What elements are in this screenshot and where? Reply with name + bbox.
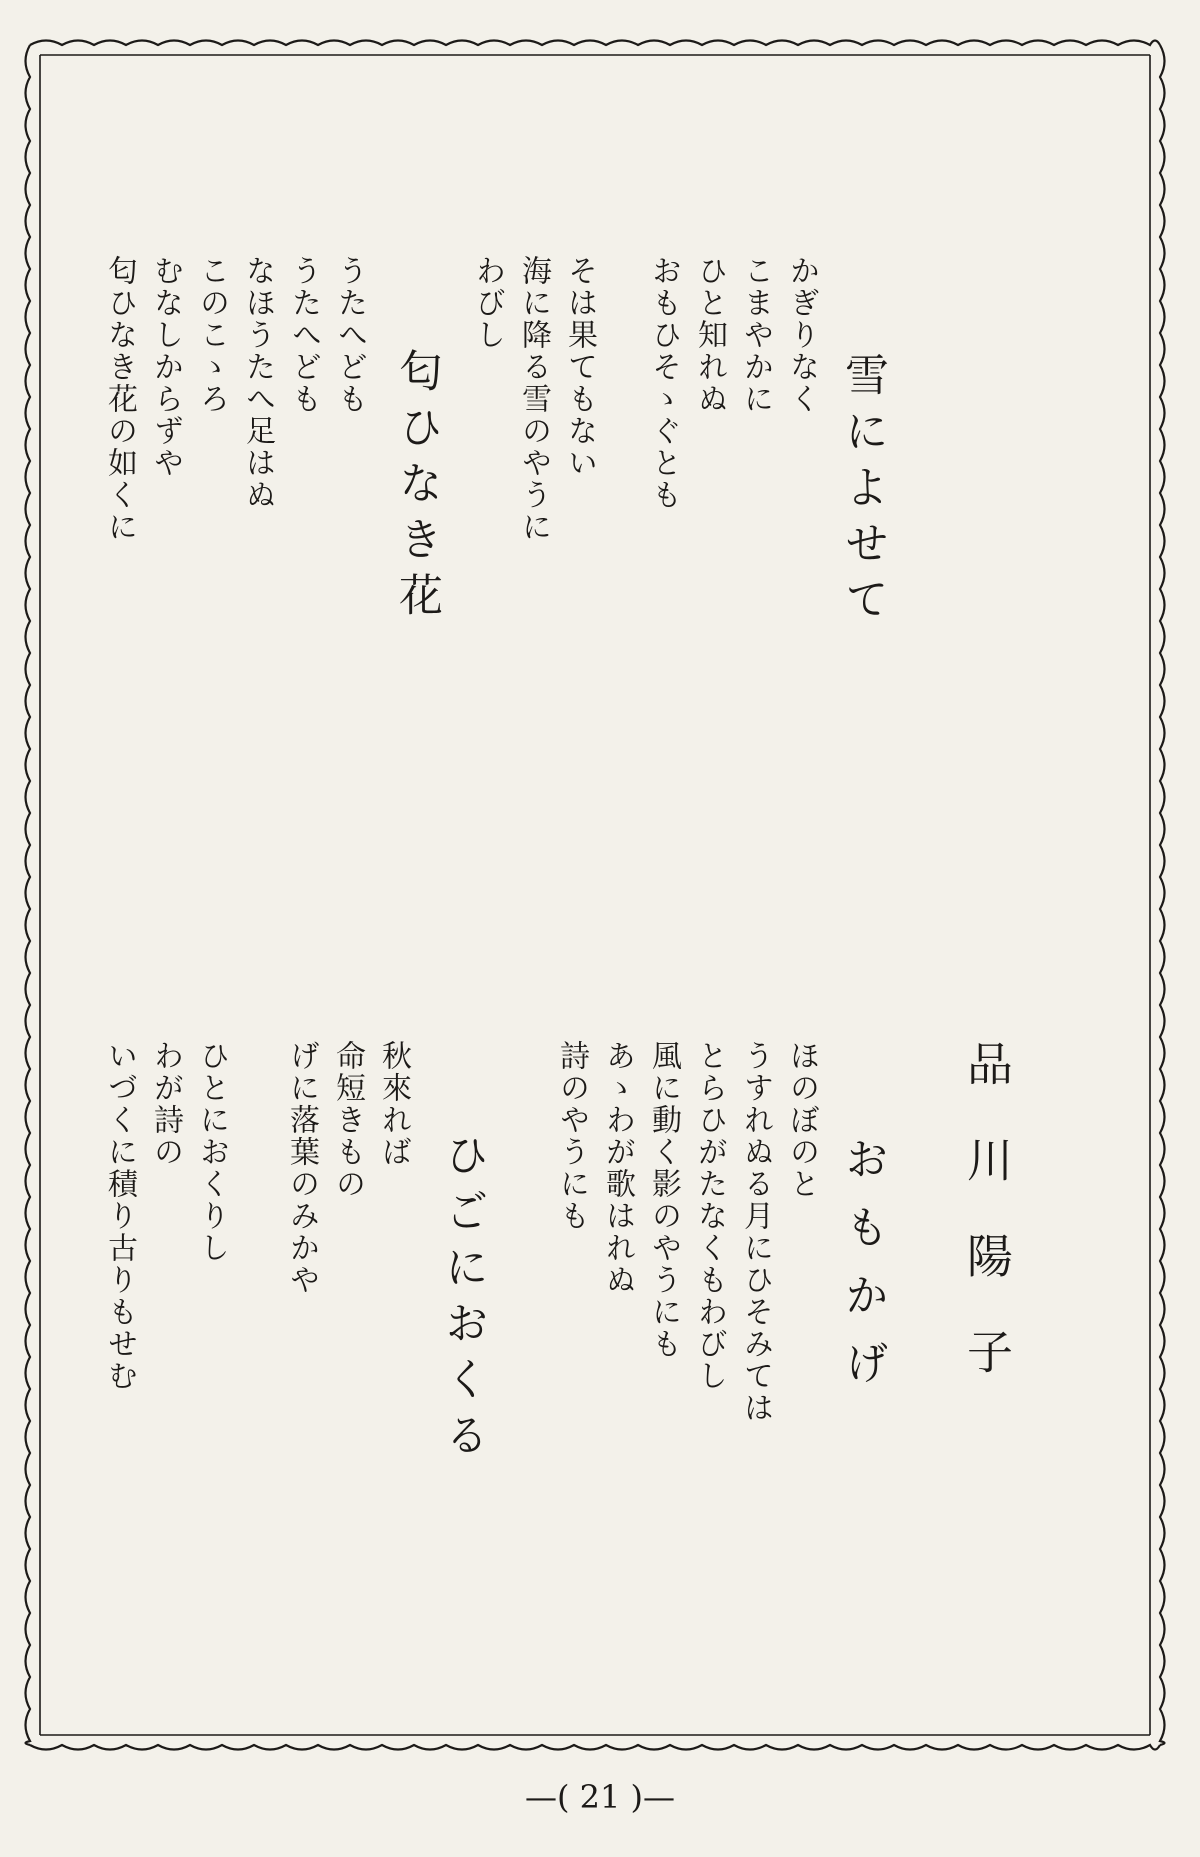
poem-omokage-line: ほのぼのと [784,1040,819,1200]
poem-nioi-line: むなしからずや [148,255,183,479]
poem-yuki-line: ひと知れぬ [692,255,727,415]
poem-higo-line: ひとにおくりし [194,1040,229,1264]
poem-omokage-line: 詩のやうにも [554,1040,589,1232]
poem-yuki-line: 海に降る雪のやうに [516,255,551,543]
poem-title-nioi: 匂ひなき花 [391,348,442,628]
poem-yuki-line: かぎりなく [784,255,819,415]
poem-nioi-line: うたへども [332,255,367,415]
poem-omokage-line: とらひがたなくもわびし [692,1040,727,1392]
poem-nioi-line: うたへども [286,255,321,415]
poem-yuki-line: そは果てもない [562,255,597,479]
poem-title-yuki: 雪によせて [837,352,888,632]
poem-higo-line: 命短きもの [330,1040,365,1200]
poem-title-higo: ひごにおくる [437,1132,488,1468]
author-name: 品川陽子 [960,1040,1014,1424]
poem-nioi-line: 匂ひなき花の如くに [102,255,137,543]
poem-higo-line: わが詩の [148,1040,183,1168]
poem-nioi-line: なほうたへ足はぬ [240,255,275,511]
poem-title-omokage: おもかげ [837,1136,888,1408]
poem-yuki-line: こまやかに [738,255,773,415]
poem-omokage-line: あゝわが歌はれぬ [600,1040,635,1296]
poem-higo-line: いづくに積り古りもせむ [102,1040,137,1392]
page-number: —( 21 )— [524,1778,676,1816]
poem-omokage-line: うすれぬる月にひそみては [738,1040,773,1424]
poem-nioi-line: このこゝろ [194,255,229,415]
poem-yuki-line: おもひそゝぐとも [646,255,681,511]
poem-higo-line: げに落葉のみかや [284,1040,319,1296]
poem-yuki-line: わびし [470,255,505,351]
poem-omokage-line: 風に動く影のやうにも [646,1040,681,1360]
poem-higo-line: 秋來れば [376,1040,411,1168]
